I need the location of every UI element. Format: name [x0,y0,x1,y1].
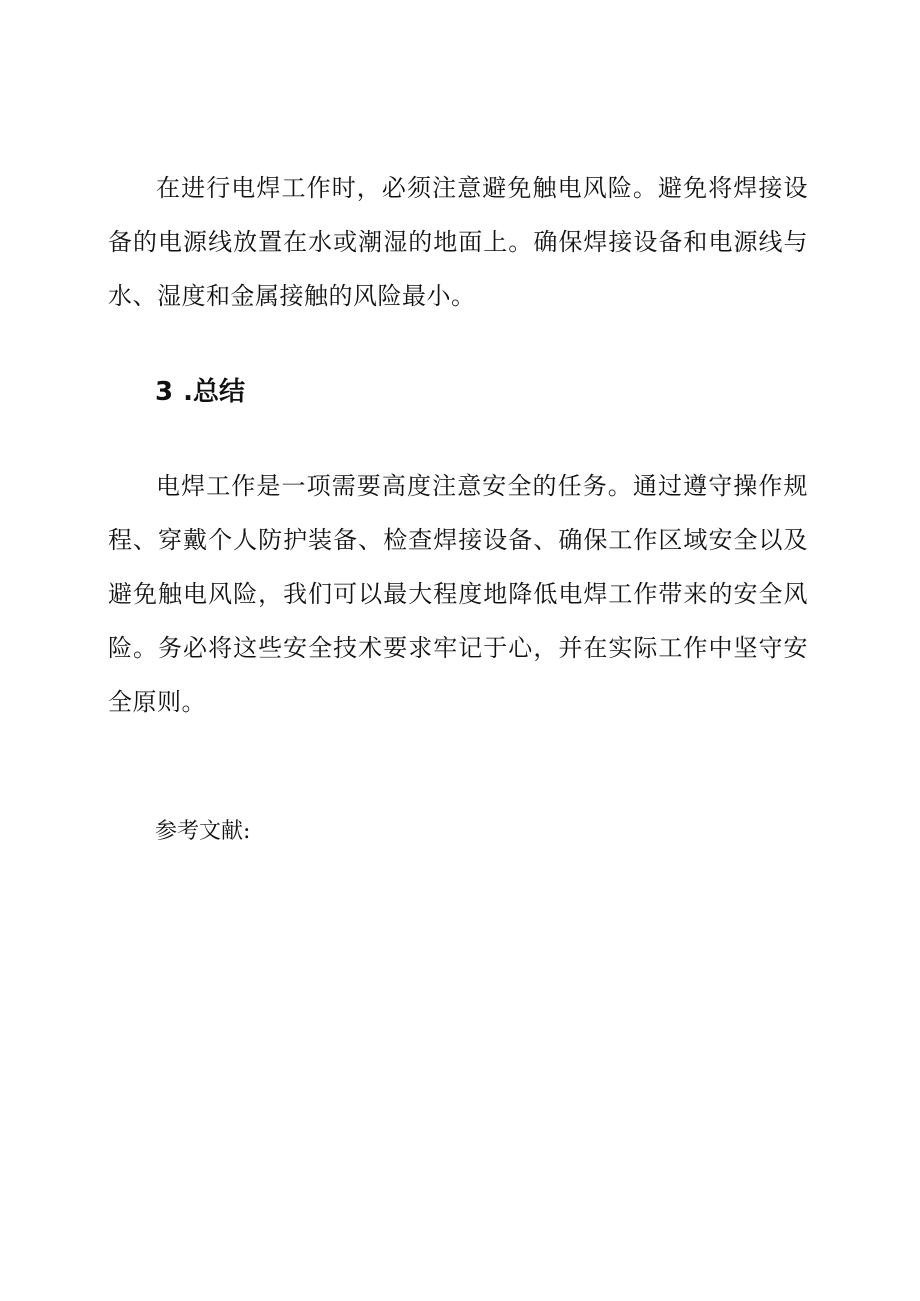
paragraph-summary: 电焊工作是一项需要高度注意安全的任务。通过遵守操作规程、穿戴个人防护装备、检查焊接设备、确保工作区域安全以及避免触电风险，我们可以最大程度地降低电焊工作带来的安全风险。务必将这些安全技术要求牢记于心，并在实际工作中坚守安全原则。 [108,472,808,716]
section-number: 3 [155,377,174,407]
references-label: 参考文献: [155,819,251,844]
paragraph-electric-shock-risk: 在进行电焊工作时，必须注意避免触电风险。避免将焊接设备的电源线放置在水或潮湿的地面上。确保焊接设备和电源线与水、湿度和金属接触的风险最小。 [108,174,808,310]
section-title: .总结 [183,377,245,407]
section-heading-summary [155,372,245,412]
